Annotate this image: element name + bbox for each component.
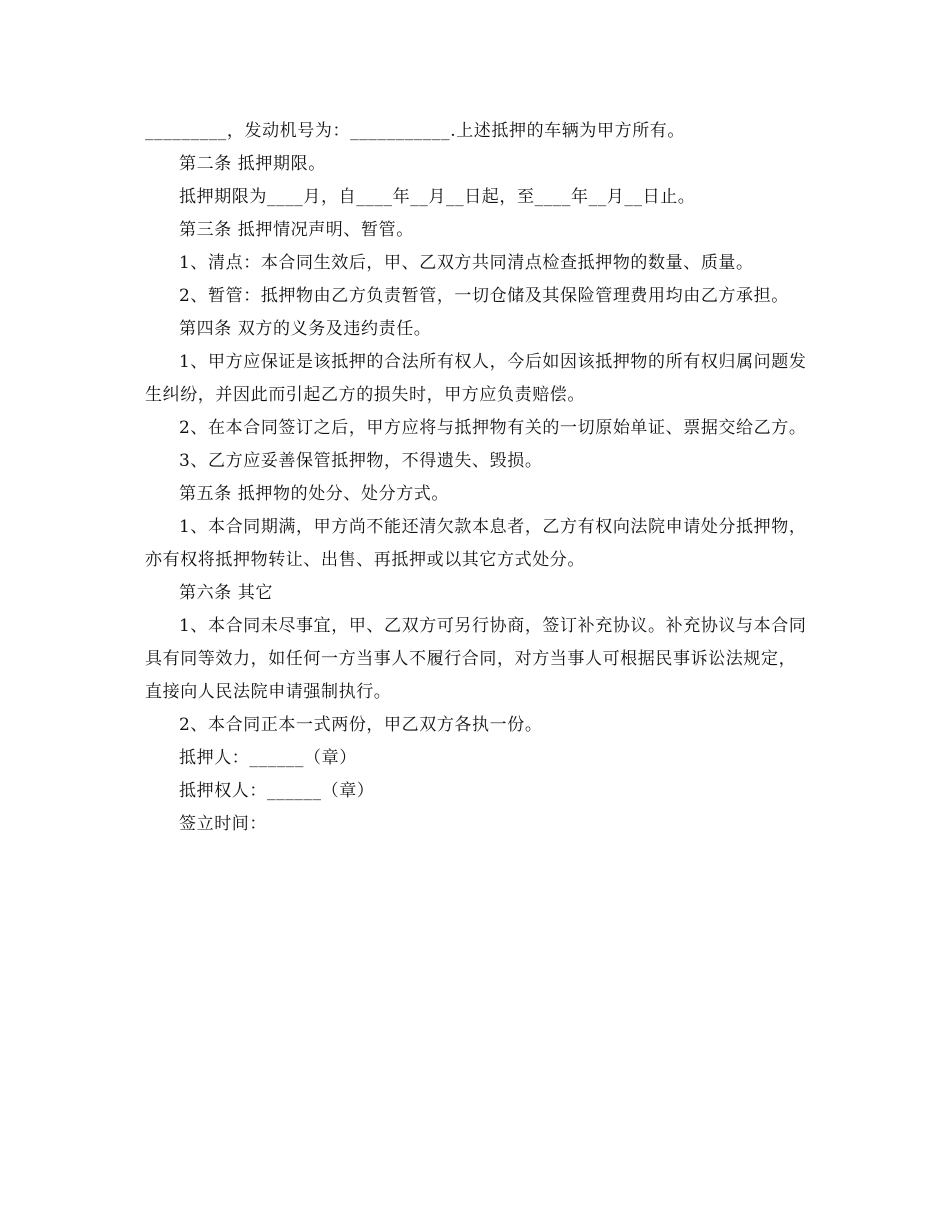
article-5-heading: 第五条 抵押物的处分、处分方式。 xyxy=(179,484,450,504)
article-2-heading: 第二条 抵押期限。 xyxy=(179,154,326,174)
paragraph-document-handover: 2、在本合同签订之后，甲方应将与抵押物有关的一切原始单证、票据交给乙方。 xyxy=(179,418,807,438)
paragraph-inventory-check: 1、清点：本合同生效后，甲、乙双方共同清点检查抵押物的数量、质量。 xyxy=(179,253,754,273)
signature-mortgagor: 抵押人：______（章） xyxy=(179,748,357,768)
paragraph-mortgage-term: 抵押期限为____月，自____年__月__日起，至____年__月__日止。 xyxy=(179,187,696,207)
paragraph-temporary-custody: 2、暂管：抵押物由乙方负责暂管，一切仓储及其保险管理费用均由乙方承担。 xyxy=(179,286,789,306)
signing-date: 签立时间： xyxy=(179,814,267,834)
paragraph-supplementary-agreement: 1、本合同未尽事宜，甲、乙双方可另行协商，签订补充协议。补充协议与本合同具有同等效力，如任何一方当事人不履行合同，对方当事人可根据民事诉讼法规定，直接向人民法院申请强制执行。 xyxy=(145,616,807,702)
article-4-heading: 第四条 双方的义务及违约责任。 xyxy=(179,319,432,339)
document-body xyxy=(145,115,810,841)
article-6-heading: 第六条 其它 xyxy=(179,583,274,603)
paragraph-safekeeping: 3、乙方应妥善保管抵押物，不得遗失、毁损。 xyxy=(179,451,543,471)
article-3-heading: 第三条 抵押情况声明、暂管。 xyxy=(179,220,414,240)
paragraph-disposal-rights: 1、本合同期满，甲方尚不能还清欠款本息者，乙方有权向法院申请处分抵押物，亦有权将抵押物转让、出售、再抵押或以其它方式处分。 xyxy=(145,517,807,570)
paragraph-vehicle-engine: _________，发动机号为：___________.上述抵押的车辆为甲方所有。 xyxy=(145,121,686,141)
paragraph-copies: 2、本合同正本一式两份，甲乙双方各执一份。 xyxy=(179,715,543,735)
signature-mortgagee: 抵押权人：______（章） xyxy=(179,781,375,801)
paragraph-ownership-guarantee: 1、甲方应保证是该抵押的合法所有权人，今后如因该抵押物的所有权归属问题发生纠纷，并因此而引起乙方的损失时，甲方应负责赔偿。 xyxy=(145,352,807,405)
